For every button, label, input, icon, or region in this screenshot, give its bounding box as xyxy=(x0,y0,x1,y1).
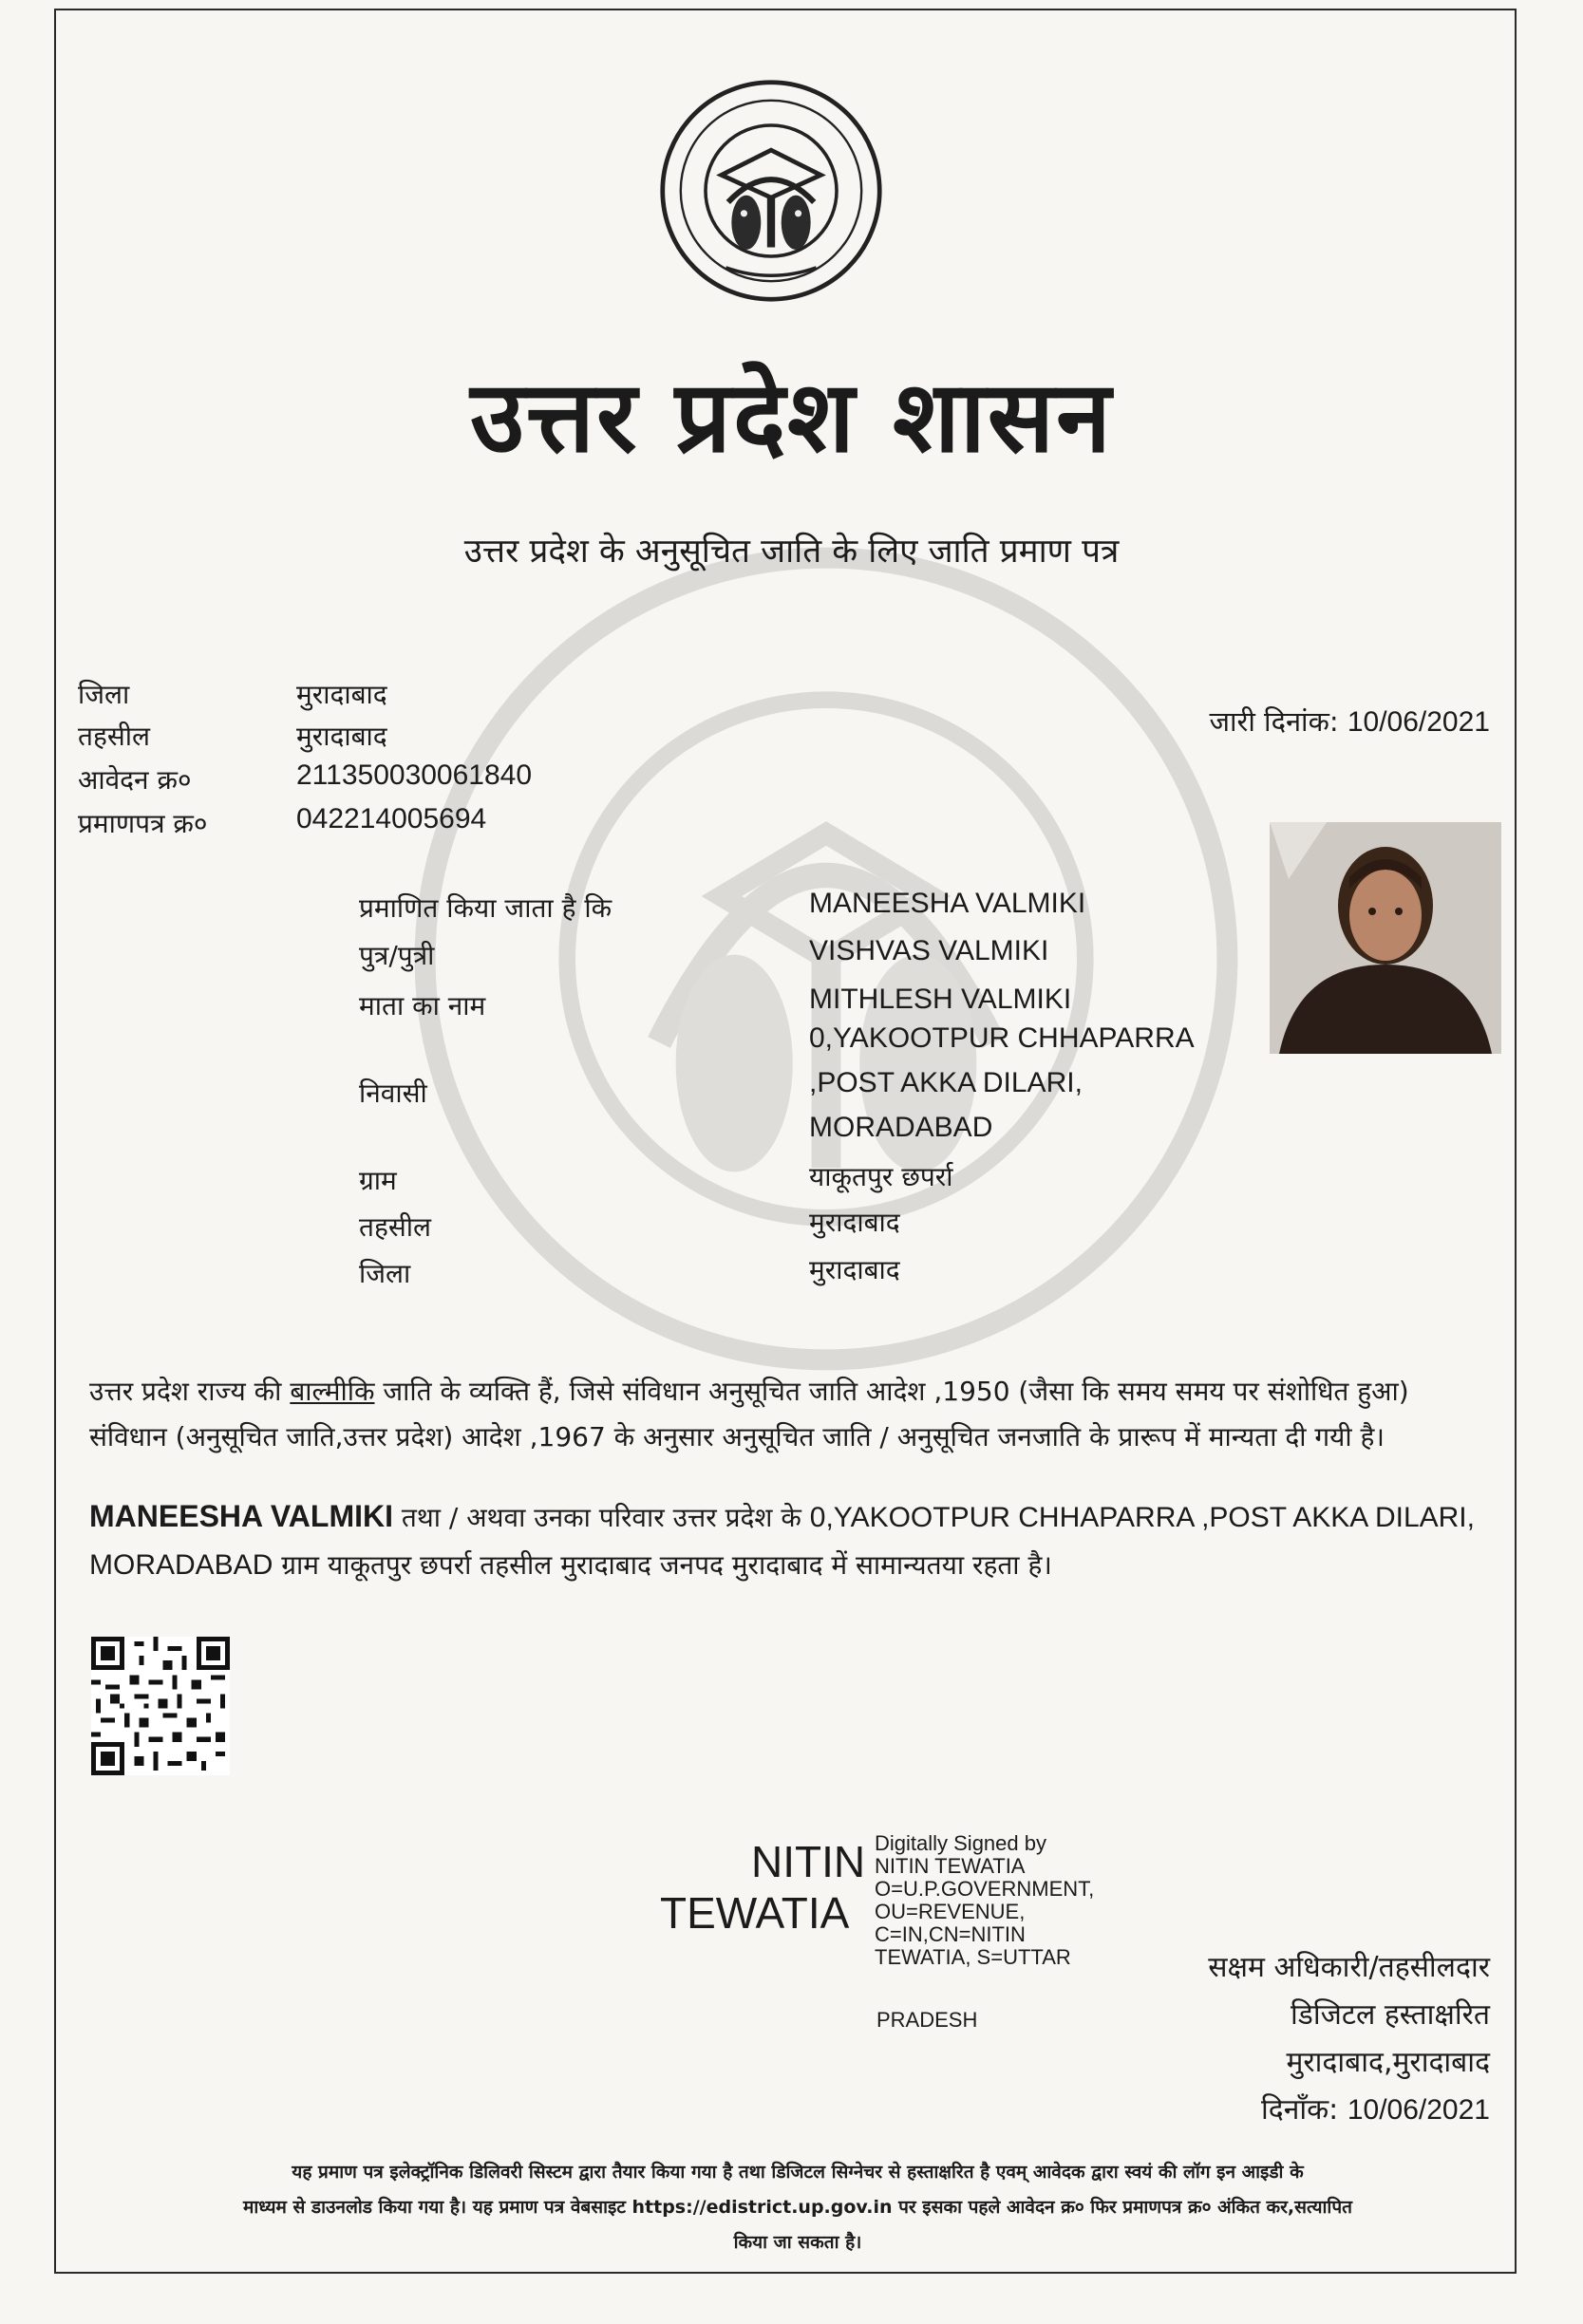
certified-label: प्रमाणित किया जाता है कि xyxy=(359,892,612,924)
para2-name: MANEESHA VALMIKI xyxy=(89,1499,393,1533)
footer-line-2: माध्यम से डाउनलोड किया गया है। यह प्रमाण पत्र वेबसाइट https://edistrict.up.gov.in पर इसका पहले आवेदन क्र० फिर प्रमाणपत्र क्र० अंकित कर,सत्यापित xyxy=(243,2197,1352,2218)
tehsil-value: मुरादाबाद xyxy=(809,1207,900,1238)
para2-address: 0,YAKOOTPUR CHHAPARRA ,POST AKKA DILARI, MORADABAD xyxy=(89,1502,1475,1581)
footer-line-1: यह प्रमाण पत्र इलेक्ट्रॉनिक डिलिवरी सिस्टम द्वारा तैयार किया गया है तथा डिजिटल सिग्नेचर से हस्ताक्षरित है एवम् आवेदक द्वारा स्वयं की लॉग इन आइडी के xyxy=(292,2162,1304,2183)
meta-value-district: मुरादाबाद xyxy=(296,679,387,710)
up-government-seal-icon xyxy=(658,78,884,304)
para2-text1: तथा / अथवा उनका परिवार उत्तर प्रदेश के xyxy=(393,1502,810,1533)
authority-date xyxy=(1208,2087,1490,2134)
authority-date-label: दिनाँक: xyxy=(1261,2093,1339,2127)
issue-date-label: जारी दिनांक: xyxy=(1209,705,1339,738)
sig-detail-pradesh: PRADESH xyxy=(876,2008,978,2032)
meta-label-district: जिला xyxy=(78,679,130,710)
meta-value-tehsil: मुरादाबाद xyxy=(296,721,387,752)
meta-label-certificate-no: प्रमाणपत्र क्र० xyxy=(78,808,208,839)
meta-value-application-no: 211350030061840 xyxy=(296,759,533,791)
meta-label-application-no: आवेदन क्र० xyxy=(78,764,192,796)
sig-detail-line: C=IN,CN=NITIN xyxy=(875,1922,1026,1946)
sig-detail-line: TEWATIA, S=UTTAR xyxy=(875,1945,1071,1969)
sig-detail-line: O=U.P.GOVERNMENT, xyxy=(875,1877,1095,1901)
authority-location: मुरादाबाद,मुरादाबाद xyxy=(1286,2046,1490,2079)
caste-declaration-paragraph xyxy=(89,1369,1495,1460)
verification-qr-code xyxy=(91,1637,230,1775)
residence-declaration-paragraph xyxy=(89,1492,1495,1589)
authority-designation: सक्षम अधिकारी/तहसीलदार xyxy=(1208,1951,1490,1984)
residence-label: निवासी xyxy=(359,1078,427,1109)
issue-date xyxy=(1209,703,1490,740)
tehsil-label: तहसील xyxy=(359,1211,431,1243)
father-name: VISHVAS VALMIKI xyxy=(809,935,1049,966)
residence-line-3: MORADABAD xyxy=(809,1112,993,1143)
applicant-photo xyxy=(1270,822,1501,1054)
verification-footer xyxy=(104,2155,1491,2260)
caste-name: बाल्मीकि xyxy=(290,1376,375,1407)
signer-name-line-2: TEWATIA xyxy=(660,1888,850,1938)
certified-name: MANEESHA VALMIKI xyxy=(809,888,1086,919)
mother-name: MITHLESH VALMIKI xyxy=(809,984,1072,1015)
page-title: उत्तर प्रदेश शासन xyxy=(470,359,1113,475)
issuing-authority xyxy=(1208,1944,1490,2134)
authority-date-value: 10/06/2021 xyxy=(1347,2094,1490,2126)
meta-value-certificate-no: 042214005694 xyxy=(296,803,487,834)
para1-pre: उत्तर प्रदेश राज्य की xyxy=(89,1376,291,1407)
signer-name-line-1: NITIN xyxy=(751,1837,866,1886)
para2-text2: ग्राम याकूतपुर छपर्रा तहसील मुरादाबाद जनपद मुरादाबाद में सामान्यतया रहता है। xyxy=(273,1549,1052,1581)
meta-label-tehsil: तहसील xyxy=(78,721,150,752)
district-value: मुरादाबाद xyxy=(809,1254,900,1285)
footer-line-3: किया जा सकता है। xyxy=(733,2232,862,2253)
issue-date-value: 10/06/2021 xyxy=(1347,706,1490,738)
district-label: जिला xyxy=(359,1258,411,1289)
digital-signature-details xyxy=(875,1832,1094,1969)
residence-line-2: ,POST AKKA DILARI, xyxy=(809,1067,1083,1098)
para1-post: जाति के व्यक्ति हैं, जिसे संविधान अनुसूचित जाति आदेश ,1950 (जैसा कि समय समय पर संशोधित हुआ) संविधान (अनुसूचित जाति,उत्तर प्रदेश) आदेश ,1967 के अनुसार अनुसूचित जाति / अनुसूचित जनजाति के प्रारूप में मान्यता दी गयी है। xyxy=(89,1376,1409,1452)
sig-detail-line: OU=REVENUE, xyxy=(875,1900,1026,1923)
sig-detail-line: NITIN TEWATIA xyxy=(875,1854,1026,1878)
village-value: याकूतपुर छपर्रा xyxy=(809,1161,953,1192)
village-label: ग्राम xyxy=(359,1165,397,1196)
certificate-subtitle: उत्तर प्रदेश के अनुसूचित जाति के लिए जाति प्रमाण पत्र xyxy=(463,533,1120,571)
mother-label: माता का नाम xyxy=(359,990,486,1021)
sig-detail-line: Digitally Signed by xyxy=(875,1831,1046,1855)
child-of-label: पुत्र/पुत्री xyxy=(359,940,435,971)
residence-line-1: 0,YAKOOTPUR CHHAPARRA xyxy=(809,1022,1195,1054)
authority-digital-signed: डिजिटल हस्ताक्षरित xyxy=(1291,1998,1490,2032)
